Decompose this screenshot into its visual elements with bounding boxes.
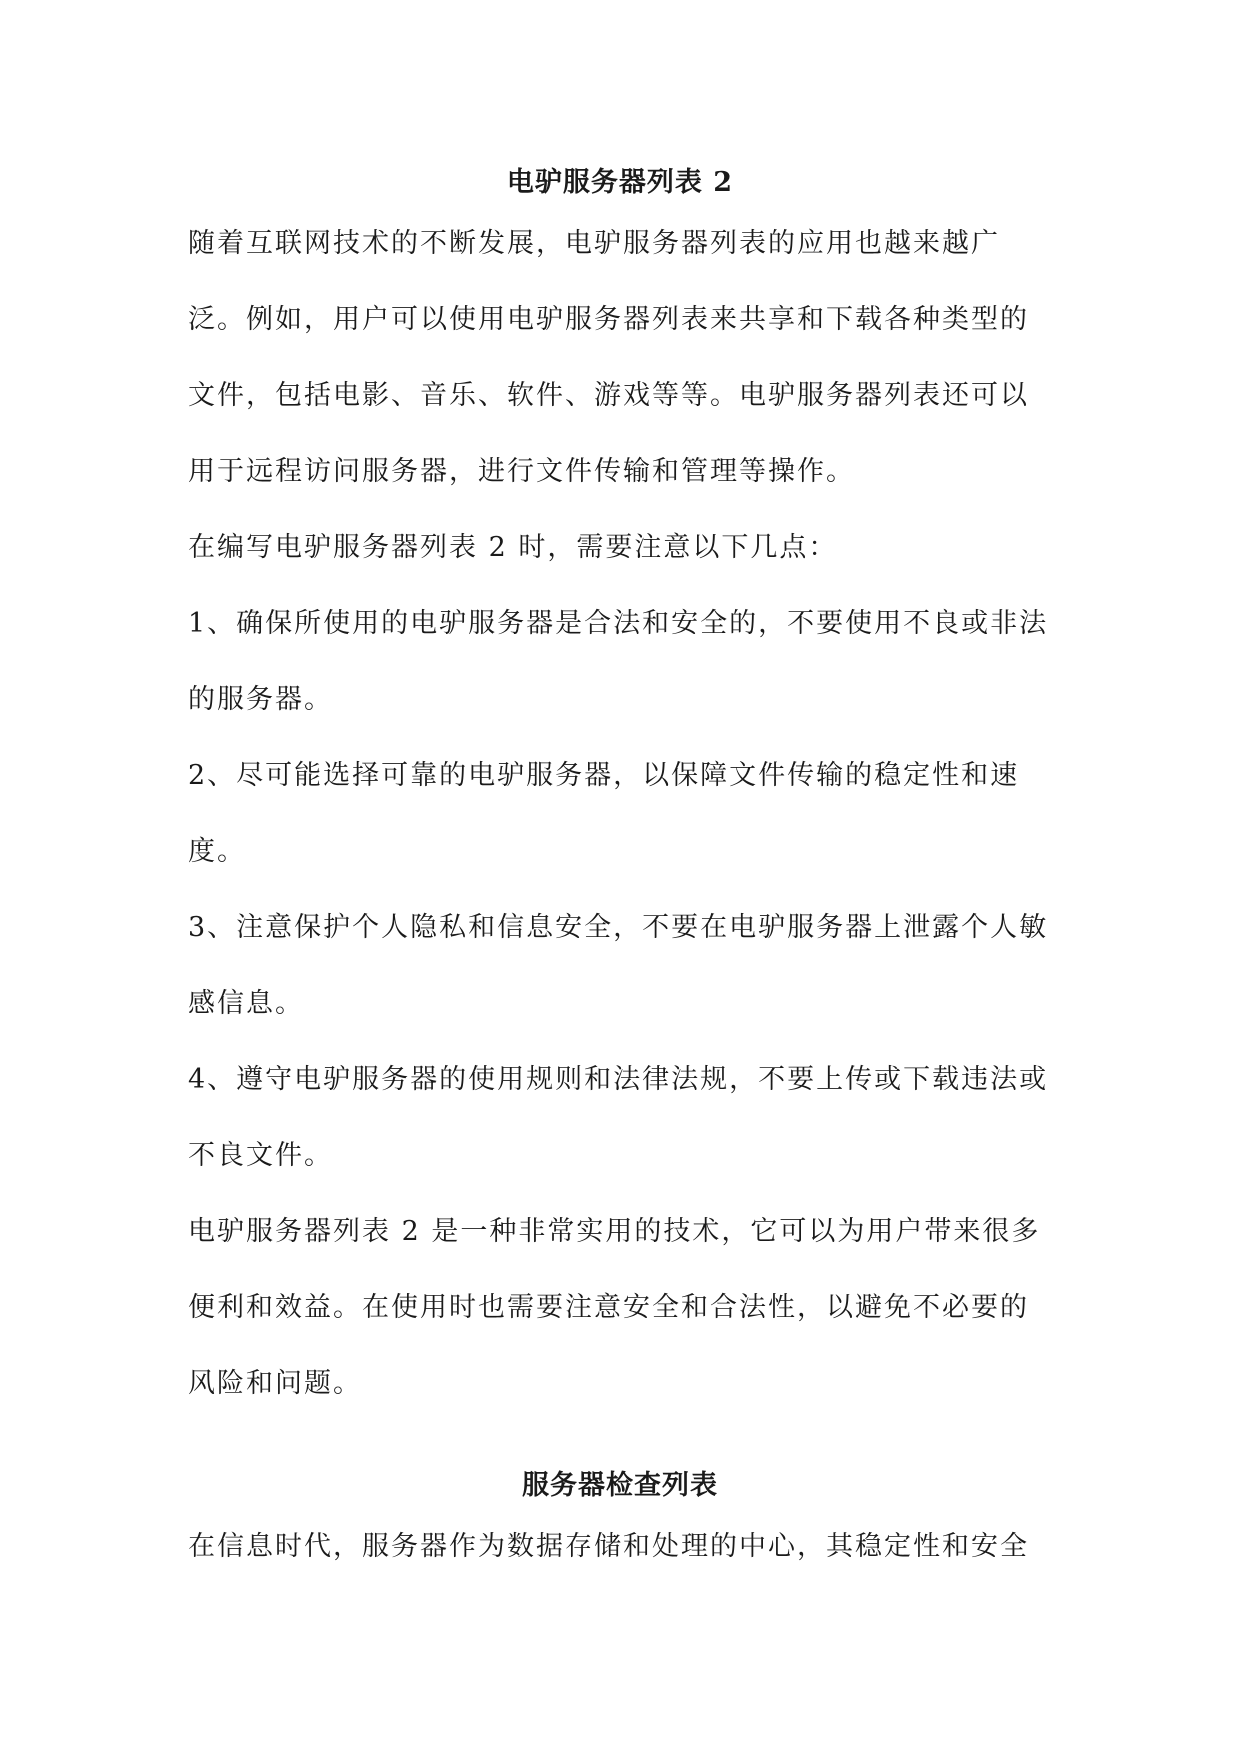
text-line: 便利和效益。在使用时也需要注意安全和合法性，以避免不必要的 [188,1292,1029,1323]
text-line: 用于远程访问服务器，进行文件传输和管理等操作。 [188,456,855,487]
text-line: 4、遵守电驴服务器的使用规则和法律法规，不要上传或下载违法或 [188,1064,1049,1095]
section-body-server-checklist [188,1509,1068,1585]
text-line: 感信息。 [188,988,304,1019]
section-body-edonkey-server-list [188,206,1068,1422]
text-line: 度。 [188,836,246,867]
text-line: 在编写电驴服务器列表 2 时，需要注意以下几点： [188,532,838,563]
text-line: 在信息时代，服务器作为数据存储和处理的中心，其稳定性和安全 [188,1531,1029,1562]
text-line: 3、注意保护个人隐私和信息安全，不要在电驴服务器上泄露个人敏 [188,912,1049,943]
section-title-edonkey-server-list: 电驴服务器列表 2 [506,167,734,198]
text-line: 电驴服务器列表 2 是一种非常实用的技术，它可以为用户带来很多 [188,1216,1041,1247]
text-line: 2、尽可能选择可靠的电驴服务器，以保障文件传输的稳定性和速 [188,760,1020,791]
text-line: 随着互联网技术的不断发展，电驴服务器列表的应用也越来越广 [188,228,1000,259]
text-line: 的服务器。 [188,684,333,715]
text-line: 文件，包括电影、音乐、软件、游戏等等。电驴服务器列表还可以 [188,380,1029,411]
text-line: 1、确保所使用的电驴服务器是合法和安全的，不要使用不良或非法 [188,608,1049,639]
text-line: 泛。例如，用户可以使用电驴服务器列表来共享和下载各种类型的 [188,304,1029,335]
text-line: 风险和问题。 [188,1368,362,1399]
text-line: 不良文件。 [188,1140,333,1171]
section-title-server-checklist: 服务器检查列表 [522,1470,718,1501]
